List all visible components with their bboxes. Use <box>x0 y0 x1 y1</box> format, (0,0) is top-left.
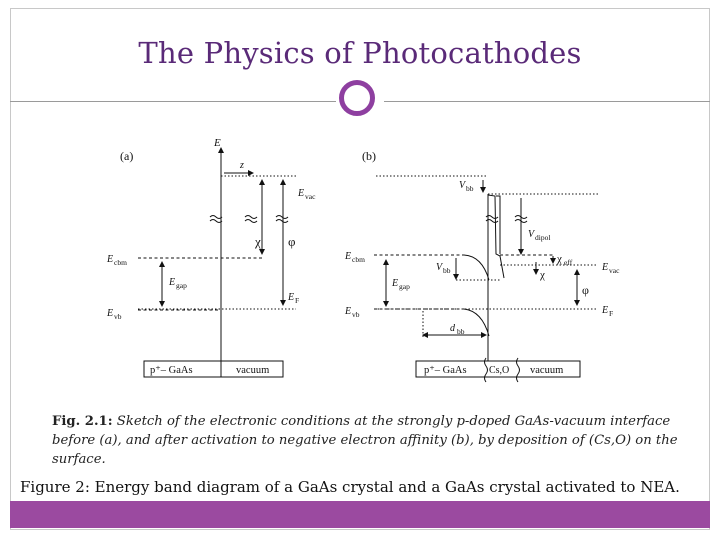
axis-e-label: E <box>214 137 221 149</box>
panel-b <box>374 176 598 382</box>
ef-sub: F <box>295 296 300 305</box>
evb-b-sub: vb <box>352 310 360 319</box>
dbb-sub: bb <box>457 327 465 336</box>
evac-sub: vac <box>305 192 316 201</box>
bar-a-vacuum: vacuum <box>236 365 270 376</box>
egap-b-label: E <box>392 278 399 289</box>
egap-b-sub: gap <box>399 282 410 291</box>
panel-b-tag: (b) <box>362 149 376 163</box>
vbb2-label: V <box>436 262 443 273</box>
ecbm-b-label: E <box>345 251 352 262</box>
evac-label: E <box>298 188 305 199</box>
vdipol-sub: dipol <box>535 233 551 242</box>
evac-b-label: E <box>602 262 609 273</box>
chi-label: χ <box>255 234 261 249</box>
vdipol-label: V <box>528 229 535 240</box>
ef-b-label: E <box>602 305 609 316</box>
phi-b-label: φ <box>582 283 589 297</box>
dbb-label: d <box>450 323 455 334</box>
bottom-caption: Figure 2: Energy band diagram of a GaAs crystal and a GaAs crystal activated to NEA. <box>20 478 680 496</box>
chieff-label: χ <box>557 253 562 265</box>
figure-caption-text: Sketch of the electronic conditions at the strongly p-doped GaAs-vacuum interface before (a), and after activation to negative electron affinity (b), by deposition of (Cs,O) on the surface. <box>52 414 678 467</box>
panel-a <box>138 148 296 377</box>
footer-bar <box>10 501 710 528</box>
bar-b-layer: Cs,O <box>489 365 510 376</box>
ef-b-sub: F <box>609 309 614 318</box>
vbb2-sub: bb <box>443 266 451 275</box>
axis-z-label: z <box>240 160 244 171</box>
egap-label: E <box>169 277 176 288</box>
ecbm-label: E <box>107 254 114 265</box>
evb-b-label: E <box>345 306 352 317</box>
ecbm-b-sub: cbm <box>352 255 365 264</box>
phi-label: φ <box>288 234 296 249</box>
panel-a-tag: (a) <box>120 149 134 163</box>
evac-b-sub: vac <box>609 266 620 275</box>
evb-label: E <box>107 308 114 319</box>
vbb-sub: bb <box>466 184 474 193</box>
chi-b-label: χ <box>540 269 545 281</box>
panel-b-labels <box>344 149 620 376</box>
evb-sub: vb <box>114 312 122 321</box>
figure-caption-label: Fig. 2.1: <box>52 414 113 429</box>
ecbm-sub: cbm <box>114 258 127 267</box>
ef-label: E <box>288 292 295 303</box>
egap-sub: gap <box>176 281 187 290</box>
bar-a-material: p⁺– GaAs <box>150 365 193 376</box>
chieff-sub: eff <box>564 258 573 267</box>
figure-caption <box>52 412 692 469</box>
slide-title: The Physics of Photocathodes <box>138 36 582 70</box>
bar-b-material: p⁺– GaAs <box>424 365 467 376</box>
bar-b-vacuum: vacuum <box>530 365 564 376</box>
panel-a-labels <box>106 137 316 376</box>
vbb-label: V <box>459 180 466 191</box>
